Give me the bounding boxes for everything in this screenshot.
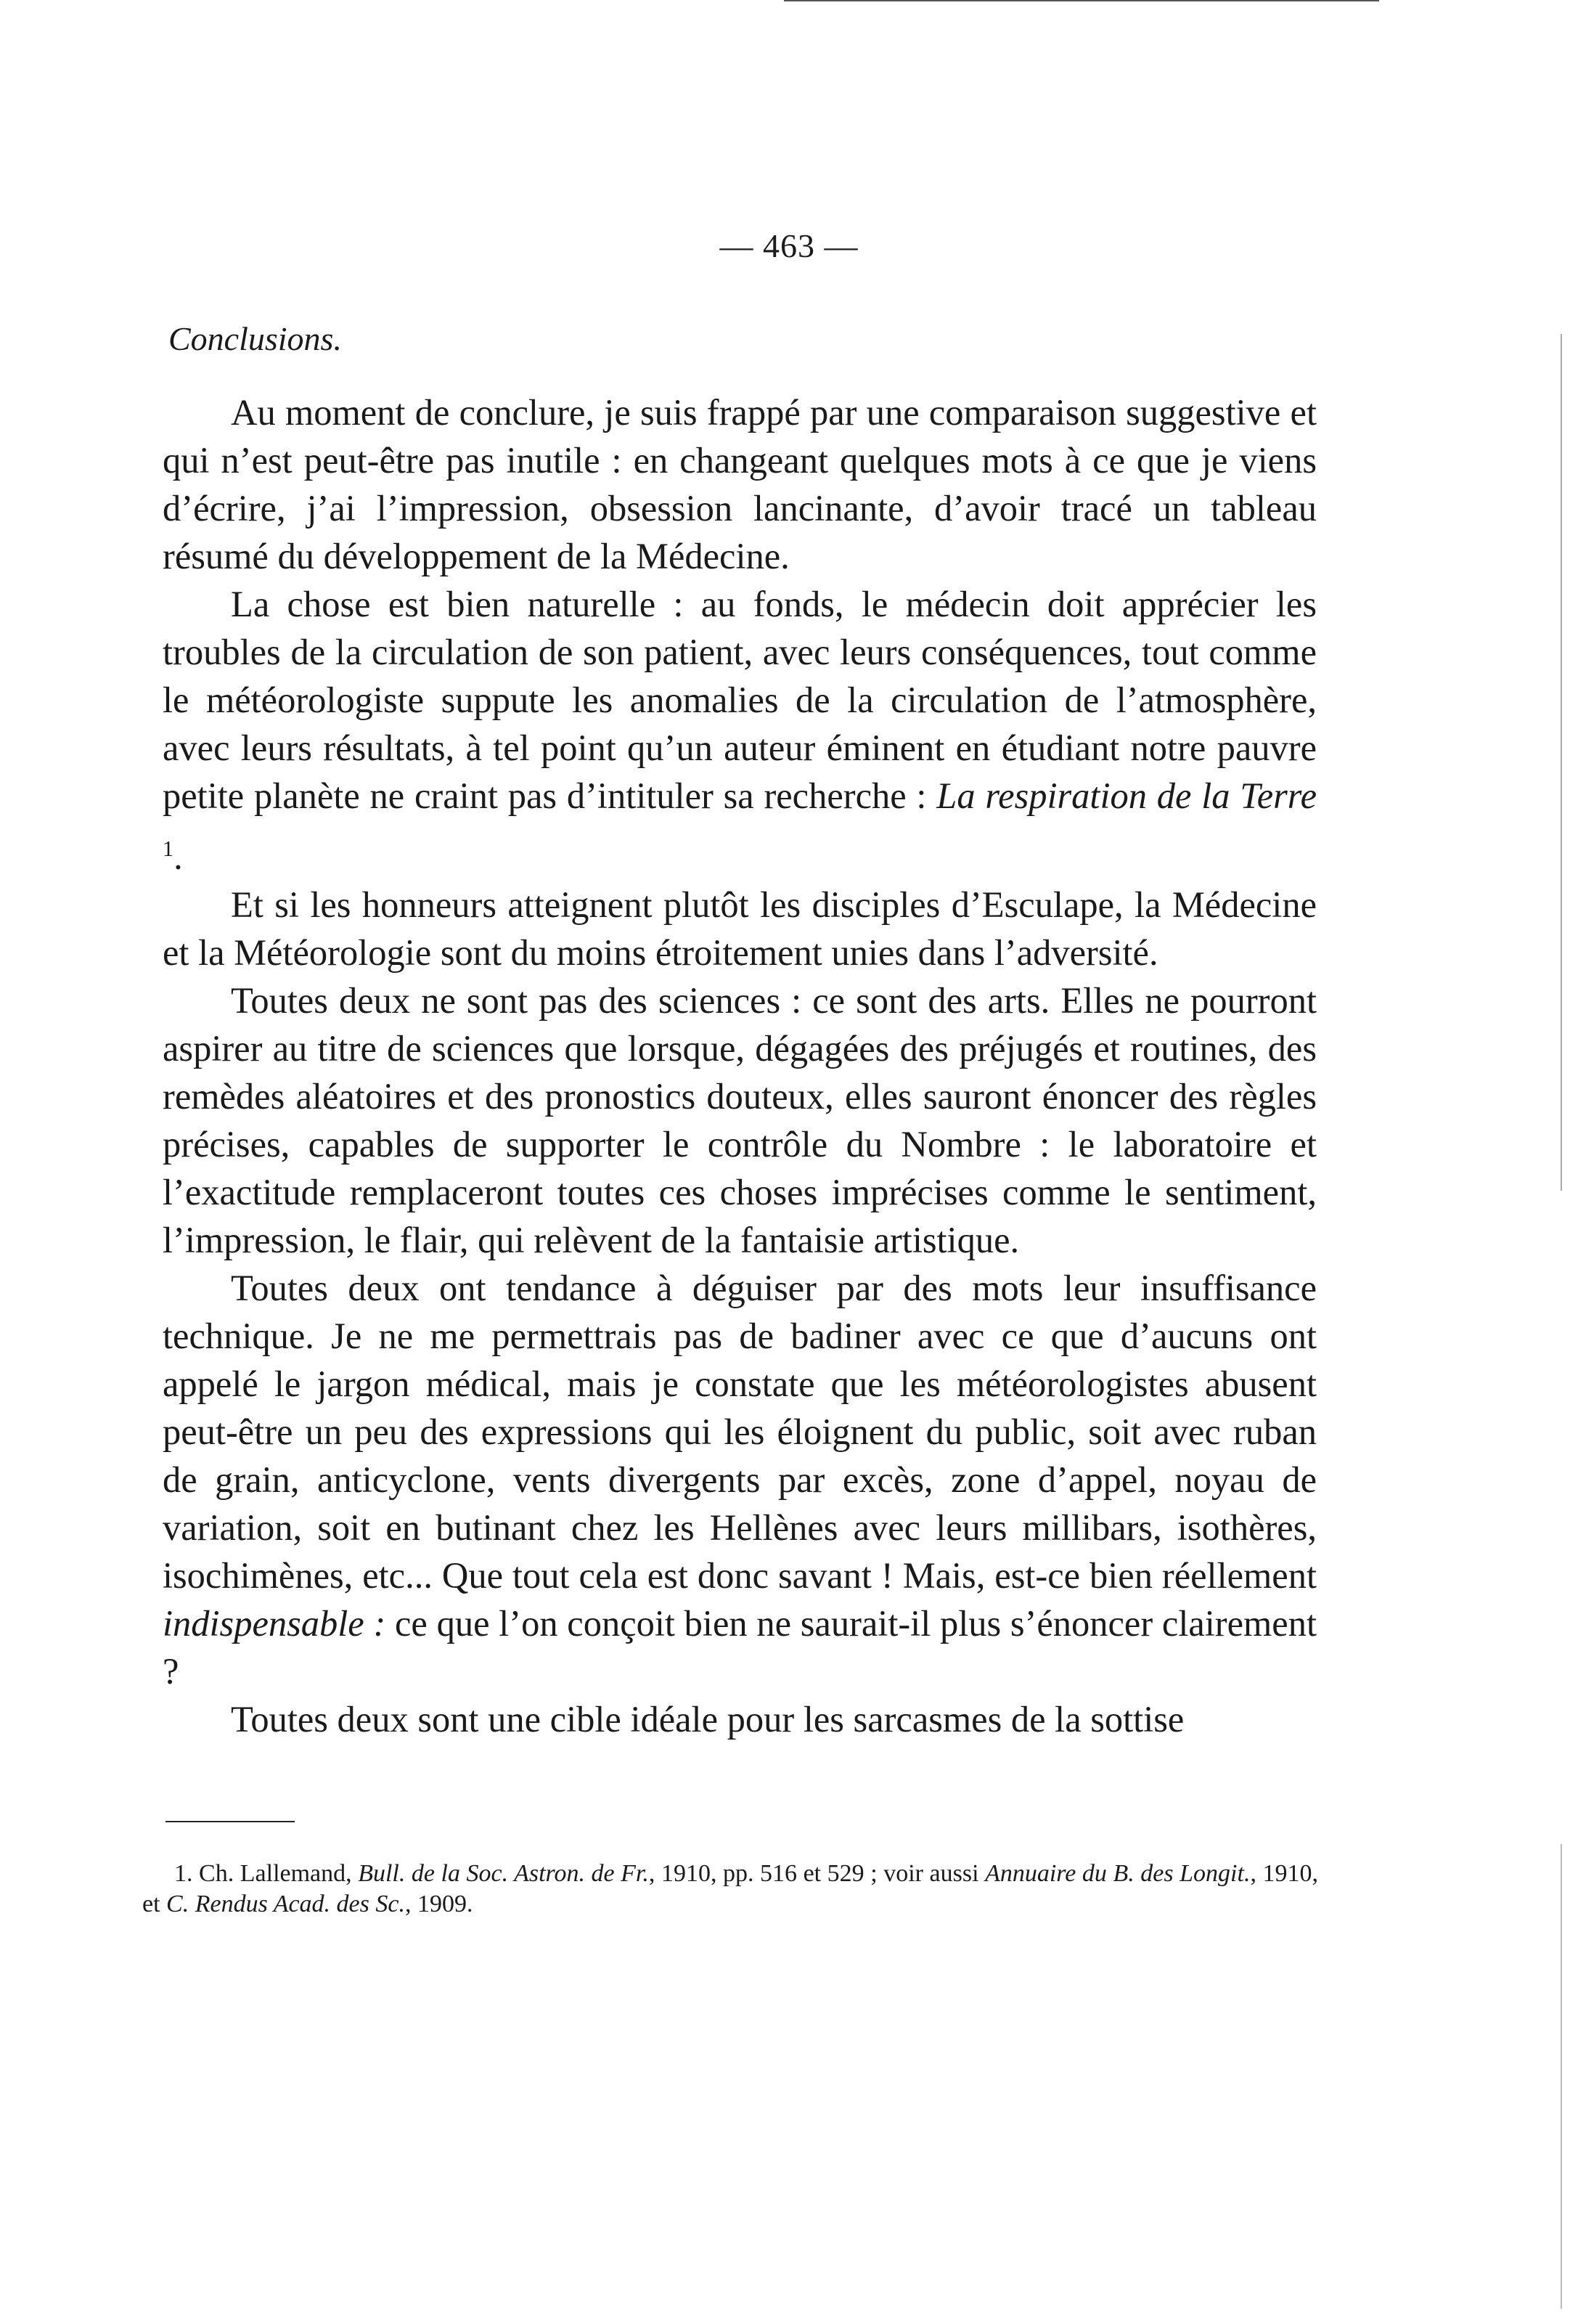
text-run: , 1909. (404, 1891, 473, 1917)
footnote-reference: 1 (163, 836, 174, 861)
paragraph (163, 977, 1317, 1264)
paragraph (163, 580, 1317, 881)
text-run: 1. Ch. Lallemand, (174, 1860, 359, 1887)
paragraph (163, 881, 1317, 977)
text-run: , 1910, pp. 516 et 529 ; voir aussi (648, 1860, 986, 1887)
text-run: Et si les honneurs atteignent plutôt les disciples d’Esculape, la Médecine et la Météorologie sont du moins étroitement unies dans l’adversité. (163, 884, 1317, 973)
italic-text: C. Rendus Acad. des Sc. (166, 1891, 405, 1917)
italic-text: indispensable : (163, 1602, 386, 1644)
italic-text: Bull. de la Soc. Astron. de Fr. (358, 1860, 649, 1887)
scan-edge-mark (1561, 334, 1562, 1191)
italic-text: La respiration de la Terre (936, 775, 1317, 816)
text-run: . (173, 836, 183, 877)
text-run: ce que l’on conçoit bien ne saurait-il plus s’énoncer clairement ? (163, 1602, 1317, 1692)
text-run: Toutes deux sont une cible idéale pour les sarcasmes de la sottise (231, 1698, 1185, 1740)
text-run: La chose est bien naturelle : au fonds, le médecin doit apprécier les troubles de la circulation de son patient, avec leurs conséquences, tout comme le météorologiste suppute les anomalies de la circulation de l’atmosphère, avec leurs résultats, à tel point qu’un auteur éminent en étudiant notre pauvre petite planète ne craint pas d’intituler sa recherche : (163, 584, 1317, 816)
scan-edge-mark (784, 0, 1379, 1)
text-run: Toutes deux ne sont pas des sciences : ce sont des arts. Elles ne pourront aspirer au titre de sciences que lorsque, dégagées des préjugés et routines, des remèdes aléatoires et des pronostics douteux, elles sauront énoncer des règles précises, capables de supporter le contrôle du Nombre : le laboratoire et l’exactitude remplaceront toutes ces choses imprécises comme le sentiment, l’impression, le flair, qui relèvent de la fantaisie artistique. (163, 979, 1317, 1260)
text-run: Au moment de conclure, je suis frappé par une comparaison suggestive et qui n’est peut-être pas inutile : en changeant quelques mots à ce que je viens d’écrire, j’ai l’impression, obsession lancinante, d’avoir tracé un tableau résumé du développement de la Médecine. (163, 392, 1317, 576)
paragraph (163, 1264, 1317, 1695)
text-run: Toutes deux ont tendance à déguiser par des mots leur insuffisance technique. Je ne me permettrais pas de badiner avec ce que d’aucuns ont appelé le jargon médical, mais je constate que les météorologistes abusent peut-être un peu des expressions qui les éloignent du public, soit avec ruban de grain, anticyclone, vents divergents par excès, zone d’appel, noyau de variation, soit en butinant chez les Hellènes avec leurs millibars, isothères, isochimènes, etc... Que tout cela est donc savant ! Mais, est-ce bien réellement (163, 1267, 1317, 1596)
italic-text: Annuaire du B. des Longit. (985, 1860, 1251, 1887)
section-heading: Conclusions. (168, 320, 342, 357)
text-run: , 1910, et (142, 1860, 1318, 1917)
paragraph (163, 388, 1317, 580)
page-number: — 463 — (719, 227, 859, 264)
paragraph (163, 1695, 1317, 1743)
body-text (163, 388, 1317, 1743)
scan-edge-mark (1561, 1844, 1562, 2309)
footnote-divider (165, 1821, 295, 1822)
footnote (142, 1859, 1318, 1920)
